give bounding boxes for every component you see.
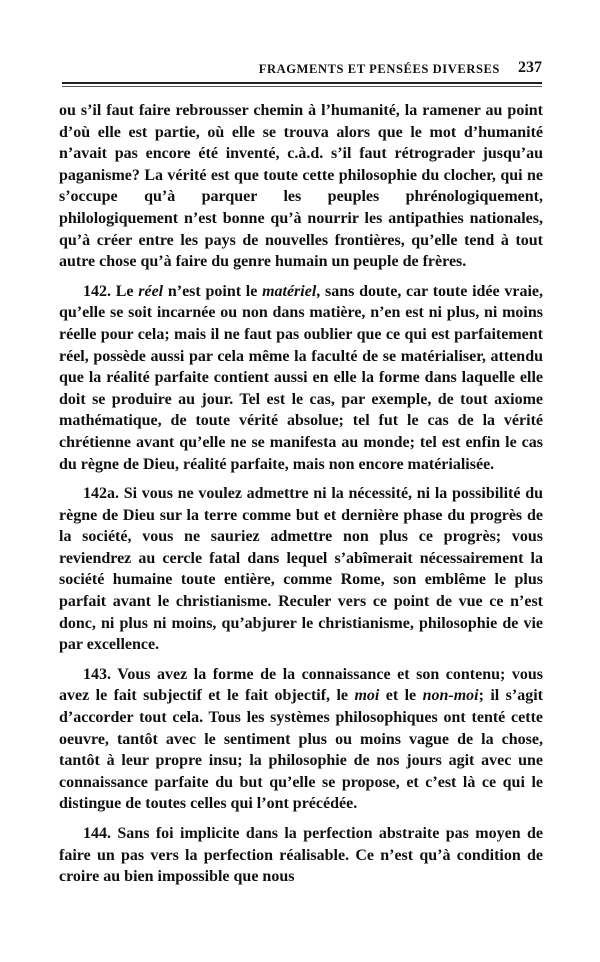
header-rule [62, 82, 542, 84]
running-title: FRAGMENTS ET PENSÉES DIVERSES [258, 62, 500, 76]
text-run: 143. Vous avez la forme de la connaissance et son contenu; vous avez le fait subjectif et le fait objectif, le [59, 665, 543, 705]
text-run: 142. Le [83, 282, 139, 300]
text-run: n’est point le [163, 282, 263, 300]
text-run: ; il s’agit d’accorder tout cela. Tous les systèmes philosophiques ont tenté cette oeuvre, tantôt avec le sentiment plus ou moins vague de la chose, tantôt à leur propre insu; la philosophie de nos jours agit avec une connaissance parfaite du but qu’elle se propose, et c’est là ce qui le distingue de toutes celles qui l’ont précédée. [59, 687, 543, 813]
paragraph-142 [59, 281, 543, 475]
body-text [59, 100, 543, 900]
text-run: , sans doute, car toute idée vraie, qu’elle se soit incarnée ou non dans matière, n’en est ni plus, ni moins réelle pour cela; mais il ne faut pas oublier que ce qui est parfaitement réel, possède aussi par cela même la faculté de se matérialiser, attendu que la réalité parfaite contient aussi en elle la forme dans laquelle elle doit se produire au jour. Tel est le cas, par exemple, de tout axiome mathématique, de toute vérité absolue; tel fut le cas de la vérité chrétienne avant qu’elle ne se manifesta au monde; tel est enfin le cas du règne de Dieu, réalité parfaite, mais non encore matérialisée. [59, 282, 544, 473]
text-run: ou s’il faut faire rebrousser chemin à l’humanité, la ramener au point d’où elle est partie, où elle se trouva alors que le mot d’humanité n’avait pas encore été inventé, c.à.d. s’il faut rétrograder jusqu’au paganisme? La vérité est que toute cette philosophie du clocher, qui ne s’occupe qu’à parquer les peuples phrénologiquement, philologiquement n’est bonne qu’à nourrir les antipathies nationales, qu’à créer entre les pays de nouvelles frontières, qu’elle tend à tout autre chose qu’à faire du genre humain un peuple de frères. [59, 102, 543, 271]
italic-term: réel [138, 282, 164, 300]
italic-term: non-moi [422, 687, 479, 705]
paragraph-144 [59, 823, 543, 888]
paragraph-continued [59, 100, 543, 273]
italic-term: matériel [262, 282, 317, 300]
page-number: 237 [518, 59, 542, 76]
paragraph-142a [59, 483, 543, 656]
paragraph-143 [59, 664, 543, 815]
italic-term: moi [354, 687, 380, 705]
text-run: et le [379, 687, 423, 705]
header-rule-thin [62, 86, 542, 87]
text-run: 144. Sans foi implicite dans la perfection abstraite pas moyen de faire un pas vers la perfection réalisable. Ce n’est qu’à condition de croire au bien impossible que nous [59, 825, 543, 886]
running-header [62, 59, 542, 81]
text-run: 142a. Si vous ne voulez admettre ni la nécessité, ni la possibilité du règne de Dieu sur la terre comme but et dernière phase du progrès de la société, vous ne sauriez admettre non plus ce progrès; vous reviendrez au cercle fatal dans lequel s’abîmerait nécessairement la société humaine toute entière, comme Rome, son emblême le plus parfait avant le christianisme. Reculer vers ce point de vue ce n’est donc, ni plus ni moins, qu’abjurer le christianisme, philosophie de vie par excellence. [59, 485, 543, 654]
